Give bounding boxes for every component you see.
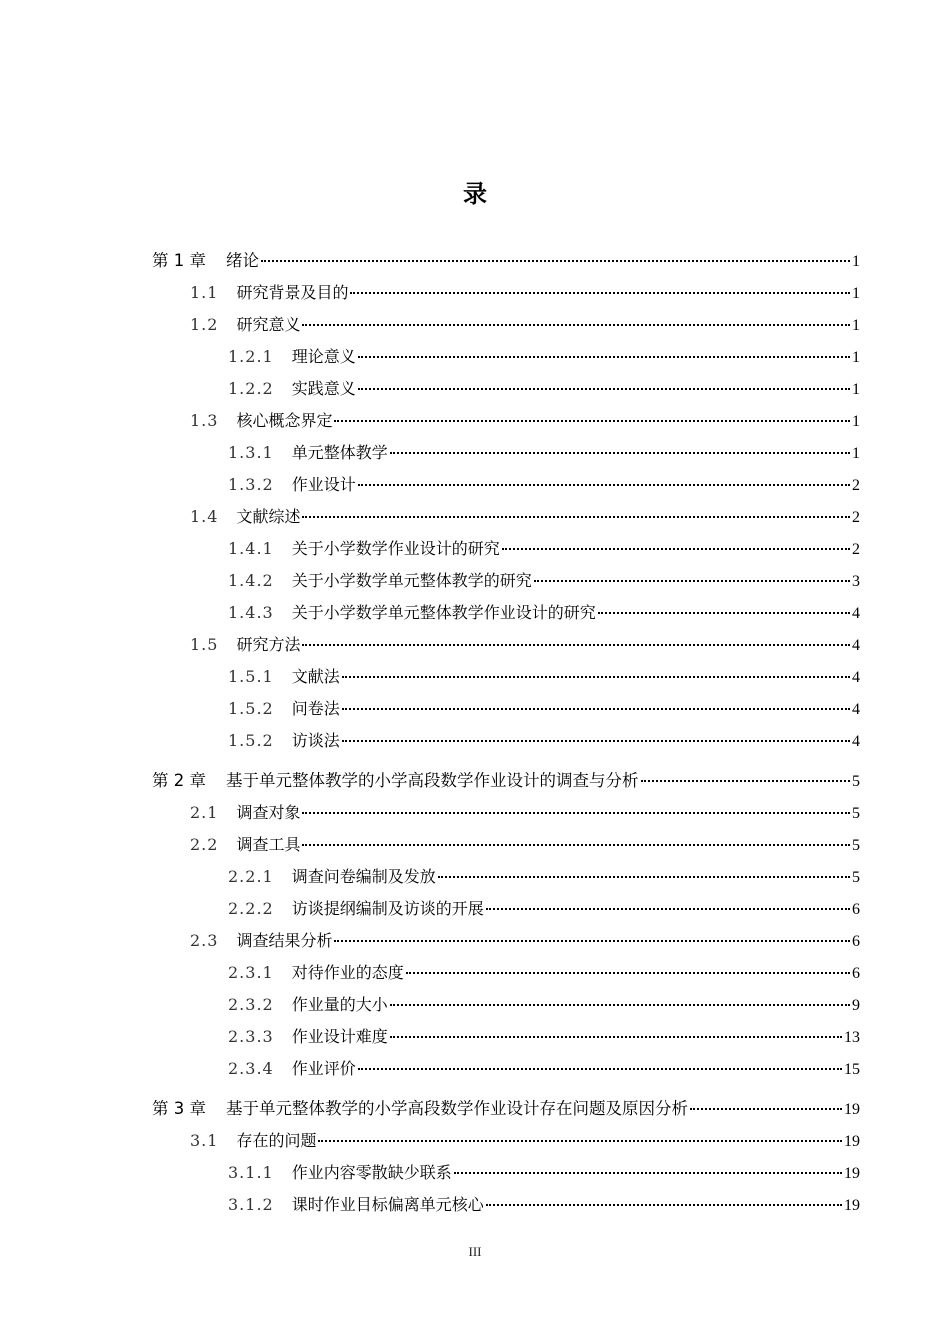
dot-leader	[342, 740, 850, 742]
dot-leader	[342, 676, 850, 678]
toc-entry-number: 2.3	[190, 931, 219, 950]
toc-entry-label: 基于单元整体教学的小学高段数学作业设计的调查与分析	[226, 771, 639, 790]
toc-entry[interactable]	[228, 698, 860, 720]
toc-entry-page: 1	[852, 381, 860, 398]
toc-entry-label: 绪论	[226, 251, 259, 270]
toc-entry-label: 理论意义	[291, 347, 356, 366]
toc-entry-page: 6	[852, 965, 860, 982]
toc-entry[interactable]	[228, 442, 860, 464]
toc-entry-label: 实践意义	[291, 379, 356, 398]
toc-entry-number: 2.2.1	[228, 867, 274, 886]
toc-entry-page: 3	[852, 573, 860, 590]
toc-entry-page: 5	[852, 773, 860, 790]
toc-entry-number: 1.2	[190, 315, 219, 334]
toc-entry-page: 1	[852, 445, 860, 462]
toc-entry-number: 2.2	[190, 835, 219, 854]
toc-entry[interactable]	[190, 802, 860, 824]
toc-entry-number: 3.1.2	[228, 1195, 274, 1214]
dot-leader	[486, 1204, 842, 1206]
toc-entry-page: 5	[852, 805, 860, 822]
toc-entry-label: 作业量的大小	[291, 995, 388, 1014]
toc-entry-page: 5	[852, 869, 860, 886]
toc-entry-number: 2.2.2	[228, 899, 274, 918]
toc-entry[interactable]	[228, 1026, 860, 1048]
toc-entry-page: 19	[844, 1165, 860, 1182]
toc-entry[interactable]	[190, 506, 860, 528]
dot-leader	[641, 780, 851, 782]
dot-leader	[598, 612, 850, 614]
toc-entry[interactable]	[228, 962, 860, 984]
toc-entry-label: 调查问卷编制及发放	[291, 867, 436, 886]
toc-entry-page: 5	[852, 837, 860, 854]
toc-entry[interactable]	[228, 730, 860, 752]
toc-entry-label: 研究意义	[236, 315, 301, 334]
toc-entry-number: 1.3.1	[228, 443, 274, 462]
dot-leader	[302, 516, 850, 518]
toc-entry[interactable]	[152, 770, 860, 792]
dot-leader	[390, 1004, 850, 1006]
dot-leader	[334, 420, 850, 422]
toc-entry-page: 13	[844, 1029, 860, 1046]
toc-entry-label: 对待作业的态度	[291, 963, 404, 982]
dot-leader	[350, 292, 850, 294]
page-number-footer: III	[468, 1244, 482, 1259]
dot-leader	[502, 548, 850, 550]
toc-entry-number: 1.4.3	[228, 603, 274, 622]
toc-entry[interactable]	[228, 898, 860, 920]
toc-entry-number: 1.2.2	[228, 379, 274, 398]
toc-entry[interactable]	[228, 346, 860, 368]
toc-entry-page: 6	[852, 901, 860, 918]
toc-entry-page: 4	[852, 669, 860, 686]
dot-leader	[534, 580, 850, 582]
toc-entry-number: 1.5	[190, 635, 219, 654]
toc-entry-number: 1.4.1	[228, 539, 274, 558]
dot-leader	[358, 356, 850, 358]
toc-entry-number: 1.5.1	[228, 667, 274, 686]
toc-entry-page: 4	[852, 637, 860, 654]
dot-leader	[358, 484, 850, 486]
toc-entry[interactable]	[190, 1130, 860, 1152]
toc-entry-number: 1.1	[190, 283, 219, 302]
dot-leader	[454, 1172, 842, 1174]
toc-entry-label: 调查结果分析	[236, 931, 333, 950]
toc-entry[interactable]	[228, 538, 860, 560]
toc-entry-label: 作业设计难度	[291, 1027, 388, 1046]
toc-entry-page: 9	[852, 997, 860, 1014]
toc-entry-label: 调查工具	[236, 835, 301, 854]
toc-entry-page: 4	[852, 605, 860, 622]
toc-entry[interactable]	[228, 666, 860, 688]
toc-entry-number: 第 2 章	[152, 771, 206, 790]
toc-entry[interactable]	[152, 250, 860, 272]
toc-entry-label: 存在的问题	[236, 1131, 317, 1150]
toc-entry-label: 关于小学数学作业设计的研究	[291, 539, 500, 558]
toc-entry[interactable]	[228, 1058, 860, 1080]
toc-entry[interactable]	[228, 602, 860, 624]
toc-entry[interactable]	[228, 1194, 860, 1216]
toc-entry-label: 关于小学数学单元整体教学作业设计的研究	[291, 603, 596, 622]
toc-entry-label: 课时作业目标偏离单元核心	[291, 1195, 484, 1214]
dot-leader	[302, 644, 850, 646]
dot-leader	[302, 324, 850, 326]
toc-entry-page: 1	[852, 317, 860, 334]
toc-entry[interactable]	[228, 866, 860, 888]
toc-title: 录	[463, 180, 487, 208]
toc-entry-label: 关于小学数学单元整体教学的研究	[291, 571, 532, 590]
toc-entry-number: 2.3.3	[228, 1027, 274, 1046]
toc-entry-page: 15	[844, 1061, 860, 1078]
toc-entry-number: 第 1 章	[152, 251, 206, 270]
toc-entry-number: 1.3	[190, 411, 219, 430]
toc-entry-number: 3.1.1	[228, 1163, 274, 1182]
toc-entry-page: 2	[852, 509, 860, 526]
toc-entry-number: 1.2.1	[228, 347, 274, 366]
dot-leader	[302, 812, 850, 814]
toc-entry[interactable]	[228, 1162, 860, 1184]
dot-leader	[406, 972, 850, 974]
toc-entry-page: 1	[852, 253, 860, 270]
toc-entry-page: 1	[852, 285, 860, 302]
toc-entry-number: 2.1	[190, 803, 219, 822]
toc-entry-page: 19	[844, 1101, 860, 1118]
toc-entry[interactable]	[228, 994, 860, 1016]
toc-entry[interactable]	[190, 410, 860, 432]
toc-entry-page: 6	[852, 933, 860, 950]
dot-leader	[390, 452, 850, 454]
toc-entry-label: 文献法	[291, 667, 340, 686]
toc-entry-label: 核心概念界定	[236, 411, 333, 430]
toc-entry-number: 2.3.4	[228, 1059, 274, 1078]
dot-leader	[342, 708, 850, 710]
toc-entry-page: 2	[852, 477, 860, 494]
toc-entry-page: 1	[852, 349, 860, 366]
dot-leader	[390, 1036, 842, 1038]
dot-leader	[690, 1108, 842, 1110]
toc-entry-number: 3.1	[190, 1131, 219, 1150]
toc-entry[interactable]	[190, 834, 860, 856]
toc-entry-number: 1.3.2	[228, 475, 274, 494]
toc-entry[interactable]	[228, 474, 860, 496]
toc-entry[interactable]	[152, 1098, 860, 1120]
dot-leader	[438, 876, 850, 878]
toc-entry[interactable]	[190, 314, 860, 336]
toc-entry[interactable]	[190, 930, 860, 952]
toc-entry-label: 研究方法	[236, 635, 301, 654]
toc-entry-label: 作业设计	[291, 475, 356, 494]
toc-entry-label: 问卷法	[291, 699, 340, 718]
toc-entry-number: 2.3.1	[228, 963, 274, 982]
toc-entry-number: 2.3.2	[228, 995, 274, 1014]
toc-entry-label: 研究背景及目的	[236, 283, 349, 302]
dot-leader	[302, 844, 850, 846]
toc-entry-page: 19	[844, 1197, 860, 1214]
toc-entry-page: 4	[852, 733, 860, 750]
dot-leader	[334, 940, 850, 942]
toc-entry-number: 第 3 章	[152, 1099, 206, 1118]
dot-leader	[358, 388, 850, 390]
toc-entry-number: 1.4	[190, 507, 219, 526]
toc-entry-page: 19	[844, 1133, 860, 1150]
toc-entry[interactable]	[228, 570, 860, 592]
toc-entry-page: 4	[852, 701, 860, 718]
toc-entry-label: 单元整体教学	[291, 443, 388, 462]
toc-entry[interactable]	[228, 378, 860, 400]
dot-leader	[261, 260, 850, 262]
toc-entry[interactable]	[190, 282, 860, 304]
dot-leader	[486, 908, 850, 910]
toc-entry-label: 访谈提纲编制及访谈的开展	[291, 899, 484, 918]
toc-entry-label: 访谈法	[291, 731, 340, 750]
toc-entry-number: 1.4.2	[228, 571, 274, 590]
toc-entry-label: 文献综述	[236, 507, 301, 526]
dot-leader	[358, 1068, 842, 1070]
toc-entry-label: 基于单元整体教学的小学高段数学作业设计存在问题及原因分析	[226, 1099, 688, 1118]
toc-entry-page: 1	[852, 413, 860, 430]
dot-leader	[318, 1140, 842, 1142]
toc-entry-number: 1.5.2	[228, 699, 274, 718]
toc-entry-page: 2	[852, 541, 860, 558]
toc-entry[interactable]	[190, 634, 860, 656]
toc-entry-label: 调查对象	[236, 803, 301, 822]
toc-entry-number: 1.5.2	[228, 731, 274, 750]
toc-entry-label: 作业评价	[291, 1059, 356, 1078]
toc-entry-label: 作业内容零散缺少联系	[291, 1163, 452, 1182]
